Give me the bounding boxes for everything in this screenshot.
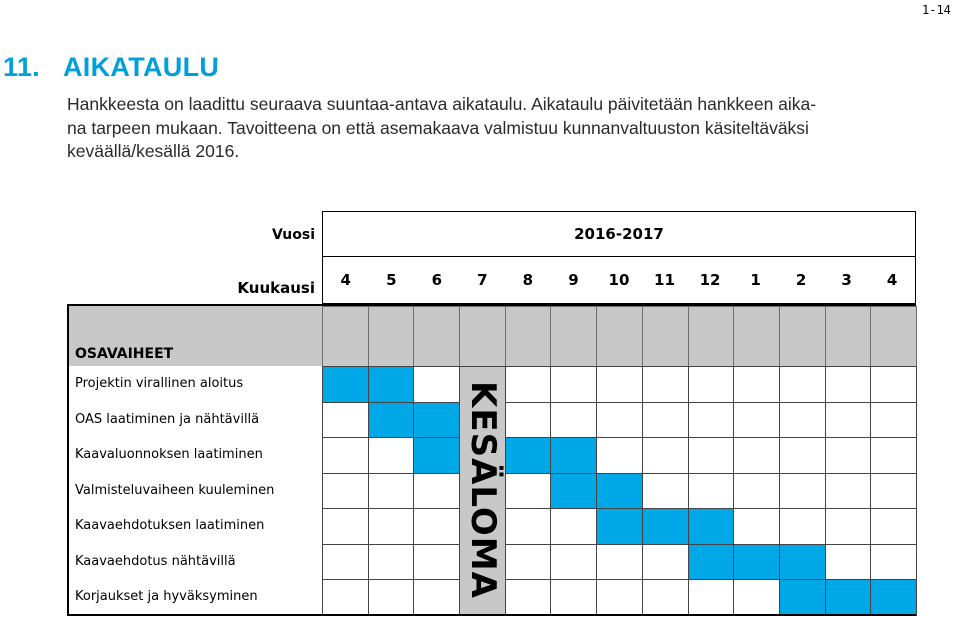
- month-header: 6: [431, 271, 443, 289]
- phase-label: Kaavaluonnoksen laatiminen: [75, 447, 263, 463]
- month-label: Kuukausi: [237, 279, 315, 297]
- schedule-cell: [368, 473, 415, 510]
- schedule-cell: [779, 508, 826, 545]
- schedule-cell: [505, 402, 552, 439]
- schedule-cell: [733, 473, 780, 510]
- active-cell: [779, 579, 826, 616]
- schedule-cell: [322, 544, 369, 581]
- header-cell: [642, 306, 689, 367]
- schedule-cell: [688, 579, 735, 616]
- summer-break-label: KESÄLOMA: [462, 381, 503, 599]
- header-cell: [322, 306, 369, 367]
- schedule-cell: [550, 366, 597, 403]
- month-header: 3: [841, 271, 852, 289]
- schedule-cell: [413, 508, 460, 545]
- phase-label: Projektin virallinen aloitus: [75, 376, 244, 392]
- schedule-cell: [733, 437, 780, 474]
- schedule-cell: [870, 437, 917, 474]
- month-header: 2: [795, 271, 807, 289]
- schedule-cell: [688, 366, 735, 403]
- active-cell: [550, 437, 597, 474]
- schedule-cell: [505, 544, 552, 581]
- month-header: 4: [340, 271, 351, 289]
- header-cell: [688, 306, 735, 367]
- schedule-cell: [688, 437, 735, 474]
- schedule-cell: [642, 402, 689, 439]
- schedule-cell: [733, 402, 780, 439]
- schedule-cell: [413, 473, 460, 510]
- schedule-cell: [825, 473, 872, 510]
- schedule-cell: [642, 579, 689, 616]
- active-cell: [368, 402, 415, 439]
- schedule-cell: [825, 508, 872, 545]
- schedule-cell: [368, 437, 415, 474]
- header-cell: [733, 306, 780, 367]
- active-cell: [825, 579, 872, 616]
- header-cell: [550, 306, 597, 367]
- section-title: AIKATAULU: [63, 52, 220, 82]
- table-border: [67, 614, 916, 616]
- active-cell: [688, 508, 735, 545]
- schedule-cell: [642, 544, 689, 581]
- schedule-cell: [870, 366, 917, 403]
- schedule-cell: [368, 544, 415, 581]
- schedule-cell: [870, 473, 917, 510]
- schedule-cell: [596, 579, 643, 616]
- year-label: Vuosi: [271, 227, 315, 243]
- header-cell: [505, 306, 552, 367]
- phase-label: Valmisteluvaiheen kuuleminen: [75, 482, 275, 498]
- schedule-cell: [779, 473, 826, 510]
- schedule-cell: [505, 366, 552, 403]
- schedule-cell: [779, 437, 826, 474]
- active-cell: [413, 437, 460, 474]
- schedule-cell: [688, 473, 735, 510]
- active-cell: [413, 402, 460, 439]
- summer-break-cell: [459, 366, 506, 615]
- month-header: 8: [522, 271, 534, 289]
- month-header: 10: [608, 271, 630, 289]
- active-cell: [733, 544, 780, 581]
- schedule-cell: [779, 402, 826, 439]
- header-cell: [459, 306, 506, 367]
- active-cell: [368, 366, 415, 403]
- month-header: 11: [654, 271, 675, 289]
- schedule-cell: [642, 473, 689, 510]
- schedule-cell: [505, 508, 552, 545]
- header-cell: [779, 306, 826, 367]
- table-border: [67, 306, 69, 615]
- phases-heading: OSAVAIHEET: [67, 306, 322, 366]
- active-cell: [870, 579, 917, 616]
- schedule-cell: [825, 544, 872, 581]
- schedule-cell: [825, 366, 872, 403]
- active-cell: [505, 437, 552, 474]
- active-cell: [779, 544, 826, 581]
- schedule-cell: [870, 402, 917, 439]
- month-header: 4: [886, 271, 898, 289]
- phase-label: Kaavaehdotuksen laatiminen: [75, 518, 265, 534]
- month-header: 9: [568, 271, 579, 289]
- schedule-cell: [870, 544, 917, 581]
- section-heading: [3, 52, 219, 83]
- schedule-cell: [322, 508, 369, 545]
- schedule-cell: [322, 473, 369, 510]
- active-cell: [596, 473, 643, 510]
- schedule-cell: [550, 402, 597, 439]
- schedule-cell: [596, 402, 643, 439]
- schedule-cell: [368, 579, 415, 616]
- schedule-cell: [322, 437, 369, 474]
- active-cell: [550, 473, 597, 510]
- schedule-cell: [596, 366, 643, 403]
- schedule-cell: [642, 437, 689, 474]
- month-header: 12: [699, 271, 721, 289]
- schedule-cell: [413, 544, 460, 581]
- active-cell: [596, 508, 643, 545]
- schedule-cell: [825, 437, 872, 474]
- schedule-cell: [550, 544, 597, 581]
- schedule-cell: [733, 366, 780, 403]
- month-header: 1: [750, 271, 761, 289]
- intro-line: Hankkeesta on laadittu seuraava suuntaa-antava aikataulu. Aikataulu päivitetään hankkeen aika-: [67, 94, 817, 114]
- schedule-cell: [733, 579, 780, 616]
- month-header: 7: [477, 271, 488, 289]
- months-header-row: [322, 257, 916, 304]
- schedule-cell: [368, 508, 415, 545]
- schedule-cell: [550, 508, 597, 545]
- schedule-cell: [550, 579, 597, 616]
- phase-label: Kaavaehdotus nähtävillä: [75, 553, 236, 569]
- schedule-cell: [322, 579, 369, 616]
- phase-label: OAS laatiminen ja nähtävillä: [75, 411, 260, 427]
- section-number: 11.: [3, 52, 40, 82]
- intro-line: na tarpeen mukaan. Tavoitteena on että asemakaava valmistuu kunnanvaltuuston käsiteltäväksi: [67, 117, 809, 138]
- schedule-cell: [505, 473, 552, 510]
- header-cell: [870, 306, 917, 367]
- header-cell: [413, 306, 460, 367]
- schedule-cell: [870, 508, 917, 545]
- header-cell: [596, 306, 643, 367]
- phase-label: Korjaukset ja hyväksyminen: [75, 589, 258, 605]
- schedule-cell: [733, 508, 780, 545]
- schedule-cell: [505, 579, 552, 616]
- schedule-cell: [688, 402, 735, 439]
- active-cell: [322, 366, 369, 403]
- schedule-cell: [596, 544, 643, 581]
- schedule-cell: [413, 579, 460, 616]
- schedule-cell: [322, 402, 369, 439]
- schedule-cell: [413, 366, 460, 403]
- month-header: 5: [386, 271, 397, 289]
- schedule-cell: [642, 366, 689, 403]
- header-cell: [368, 306, 415, 367]
- year-value: 2016-2017: [322, 211, 916, 257]
- schedule-cell: [825, 402, 872, 439]
- active-cell: [688, 544, 735, 581]
- active-cell: [642, 508, 689, 545]
- header-cell: [825, 306, 872, 367]
- intro-paragraph: [67, 93, 957, 164]
- schedule-cell: [596, 437, 643, 474]
- page-number: 1-14: [922, 3, 951, 17]
- intro-line: keväällä/kesällä 2016.: [67, 141, 240, 161]
- schedule-cell: [779, 366, 826, 403]
